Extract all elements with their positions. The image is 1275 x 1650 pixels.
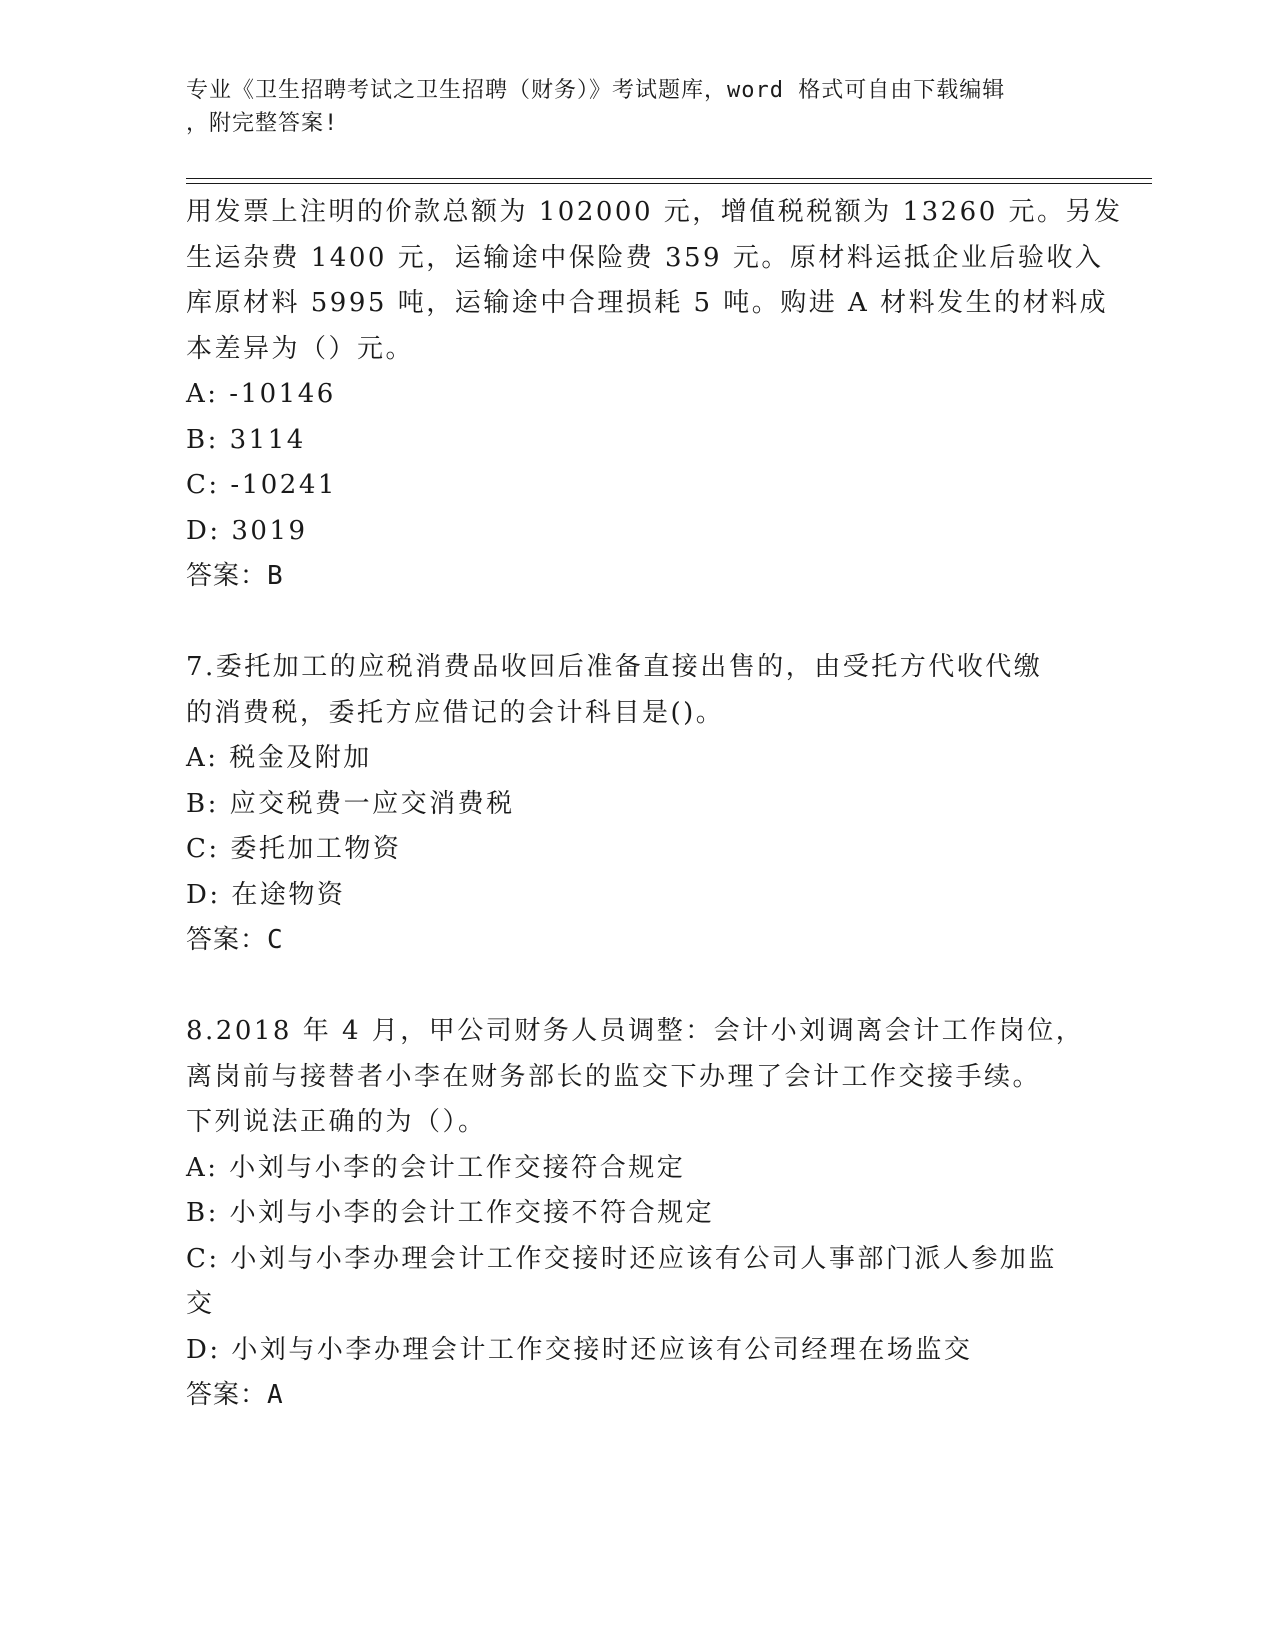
option-d: D: 3019 <box>186 515 308 546</box>
question-stem-line: 本差异为（）元。 <box>186 333 415 364</box>
document-header <box>186 74 1066 140</box>
option-a: A: -10146 <box>186 379 336 409</box>
option-c-continuation: 交 <box>186 1289 215 1319</box>
option-c: C: -10241 <box>186 470 337 500</box>
question-7 <box>186 645 1086 964</box>
document-body <box>186 190 1123 1419</box>
spacer <box>186 964 1086 1010</box>
header-line-1: 专业《卫生招聘考试之卫生招聘（财务）》考试题库，word 格式可自由下载编辑 <box>186 78 1006 103</box>
question-stem-line: 离岗前与接替者小李在财务部长的监交下办理了会计工作交接手续。 <box>186 1061 1042 1092</box>
option-a: A: 小刘与小李的会计工作交接符合规定 <box>186 1152 686 1183</box>
question-stem-line: 8.2018 年 4 月，甲公司财务人员调整：会计小刘调离会计工作岗位， <box>186 1016 1085 1046</box>
header-divider-bottom <box>186 183 1152 184</box>
question-stem-line: 的消费税，委托方应借记的会计科目是()。 <box>186 697 725 728</box>
option-b: B: 应交税费一应交消费税 <box>186 788 515 819</box>
header-line-2: ，附完整答案! <box>186 111 339 136</box>
question-6 <box>186 190 1123 600</box>
option-d: D: 小刘与小李办理会计工作交接时还应该有公司经理在场监交 <box>186 1334 973 1365</box>
option-b: B: 3114 <box>186 424 306 455</box>
question-stem-line: 生运杂费 1400 元，运输途中保险费 359 元。原材料运抵企业后验收入 <box>186 242 1104 273</box>
question-stem-line: 库原材料 5995 吨，运输途中合理损耗 5 吨。购进 A 材料发生的材料成 <box>186 288 1109 318</box>
answer-line: 答案：C <box>186 925 284 955</box>
question-8 <box>186 1009 1086 1419</box>
spacer <box>186 600 1086 646</box>
option-c: C: 委托加工物资 <box>186 834 402 864</box>
question-stem-line: 下列说法正确的为（）。 <box>186 1107 487 1137</box>
question-stem-line: 7.委托加工的应税消费品收回后准备直接出售的，由受托方代收代缴 <box>186 652 1043 682</box>
option-b: B: 小刘与小李的会计工作交接不符合规定 <box>186 1198 715 1228</box>
option-d: D: 在途物资 <box>186 879 346 910</box>
header-divider-top <box>186 178 1152 179</box>
question-stem-line: 用发票上注明的价款总额为 102000 元，增值税税额为 13260 元。另发 <box>186 197 1123 227</box>
answer-line: 答案：A <box>186 1380 284 1410</box>
answer-line: 答案：B <box>186 561 284 591</box>
option-a: A: 税金及附加 <box>186 743 372 773</box>
option-c: C: 小刘与小李办理会计工作交接时还应该有公司人事部门派人参加监 <box>186 1243 1057 1274</box>
